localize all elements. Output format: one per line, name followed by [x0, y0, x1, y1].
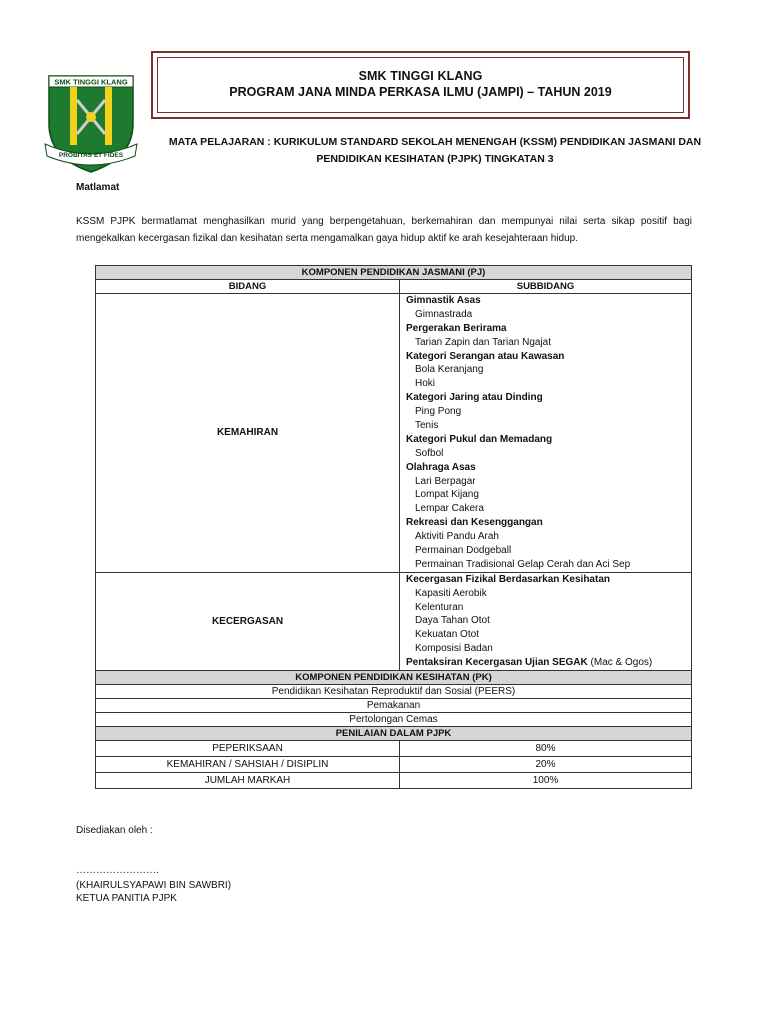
prepared-by-label: Disediakan oleh :: [76, 825, 153, 836]
subbidang-item: Kekuatan Otot: [415, 629, 479, 641]
penilaian-label: KEMAHIRAN / SAHSIAH / DISIPLIN: [96, 757, 400, 773]
subbidang-heading: Pentaksiran Kecergasan Ujian SEGAK (Mac & Ogos): [406, 657, 653, 669]
kemahiran-subbidang-list: [400, 294, 692, 573]
subbidang-item: Permainan Tradisional Gelap Cerah dan Aci Sep: [415, 558, 631, 570]
subbidang-heading: Gimnastik Asas: [406, 295, 481, 306]
subbidang-heading: Rekreasi dan Kesenggangan: [406, 517, 543, 529]
penilaian-row: [96, 757, 692, 773]
subbidang-item: Lari Berpagar: [415, 475, 476, 487]
pk-item: Pendidikan Kesihatan Reproduktif dan Sosial (PEERS): [96, 685, 692, 699]
subbidang-heading: Olahraga Asas: [406, 461, 476, 473]
subbidang-item: Tarian Zapin dan Tarian Ngajat: [415, 336, 552, 348]
bidang-kemahiran: KEMAHIRAN: [96, 294, 400, 573]
penilaian-label: JUMLAH MARKAH: [96, 773, 400, 789]
aim-text: KSSM PJPK bermatlamat menghasilkan murid yang berpengetahuan, berkemahiran dan mempunyai nilai serta sikap positif bagi mengekalkan kecergasan fizikal dan kesihatan serta mengamalkan gaya hidup aktif ke arah kesejahteraan hidup.: [76, 216, 692, 244]
pj-section-header: KOMPONEN PENDIDIKAN JASMANI (PJ): [96, 266, 692, 280]
pk-item: Pertolongan Cemas: [96, 713, 692, 727]
subbidang-item: Lempar Cakera: [415, 503, 484, 515]
pk-section-header: KOMPONEN PENDIDIKAN KESIHATAN (PK): [96, 671, 692, 685]
subbidang-item: Permainan Dodgeball: [415, 545, 512, 557]
school-logo: [43, 72, 139, 174]
subbidang-item: Sofbol: [415, 447, 444, 459]
bidang-kecergasan: KECERGASAN: [96, 572, 400, 670]
bidang-header: BIDANG: [96, 280, 400, 294]
program-title: PROGRAM JANA MINDA PERKASA ILMU (JAMPI) – TAHUN 2019: [229, 85, 612, 99]
subbidang-item: Kelenturan: [415, 601, 464, 613]
signatory-title: KETUA PANITIA PJPK: [76, 893, 177, 904]
aim-label: Matlamat: [76, 182, 120, 193]
logo-motto: PROBITAS ET FIDES: [58, 152, 124, 159]
penilaian-value: 80%: [400, 741, 692, 757]
subbidang-item: Ping Pong: [415, 406, 462, 418]
subject-line-2: PENDIDIKAN KESIHATAN (PJPK) TINGKATAN 3: [316, 153, 554, 165]
subbidang-item: Daya Tahan Otot: [415, 615, 490, 627]
pk-item: Pemakanan: [96, 699, 692, 713]
subbidang-item: Kapasiti Aerobik: [415, 587, 487, 599]
penilaian-row: [96, 773, 692, 789]
penilaian-label: PEPERIKSAAN: [96, 741, 400, 757]
school-name: SMK TINGGI KLANG: [358, 69, 483, 83]
signature-line: …………………….: [76, 865, 159, 876]
logo-school-text: SMK TINGGI KLANG: [54, 77, 128, 87]
penilaian-section-header: PENILAIAN DALAM PJPK: [96, 727, 692, 741]
subbidang-item: Gimnastrada: [415, 308, 473, 320]
subbidang-header: SUBBIDANG: [400, 280, 692, 294]
subbidang-heading: Kecergasan Fizikal Berdasarkan Kesihatan: [406, 573, 610, 585]
subbidang-heading: Kategori Jaring atau Dinding: [406, 392, 543, 404]
subbidang-item: Bola Keranjang: [415, 364, 484, 376]
subbidang-item: Lompat Kijang: [415, 489, 479, 501]
subbidang-item: Aktiviti Pandu Arah: [415, 531, 499, 543]
penilaian-value: 20%: [400, 757, 692, 773]
curriculum-table: [95, 265, 692, 789]
title-inner-frame: [157, 57, 684, 113]
penilaian-value: 100%: [400, 773, 692, 789]
subbidang-heading: Pergerakan Berirama: [406, 322, 507, 334]
subbidang-heading: Kategori Serangan atau Kawasan: [406, 350, 565, 362]
signatory-name: (KHAIRULSYAPAWI BIN SAWBRI): [76, 880, 232, 891]
title-frame: [151, 51, 690, 119]
subject-heading: [165, 134, 705, 168]
penilaian-row: [96, 741, 692, 757]
subject-line-1: MATA PELAJARAN : KURIKULUM STANDARD SEKOLAH MENENGAH (KSSM) PENDIDIKAN JASMANI DAN: [168, 136, 702, 148]
subbidang-note: (Mac & Ogos): [587, 657, 653, 669]
subbidang-heading: Kategori Pukul dan Memadang: [406, 433, 553, 445]
subbidang-item: Hoki: [415, 378, 436, 390]
kecergasan-subbidang-list: [400, 572, 692, 670]
subbidang-item: Komposisi Badan: [415, 643, 493, 655]
subbidang-item: Tenis: [415, 420, 439, 432]
